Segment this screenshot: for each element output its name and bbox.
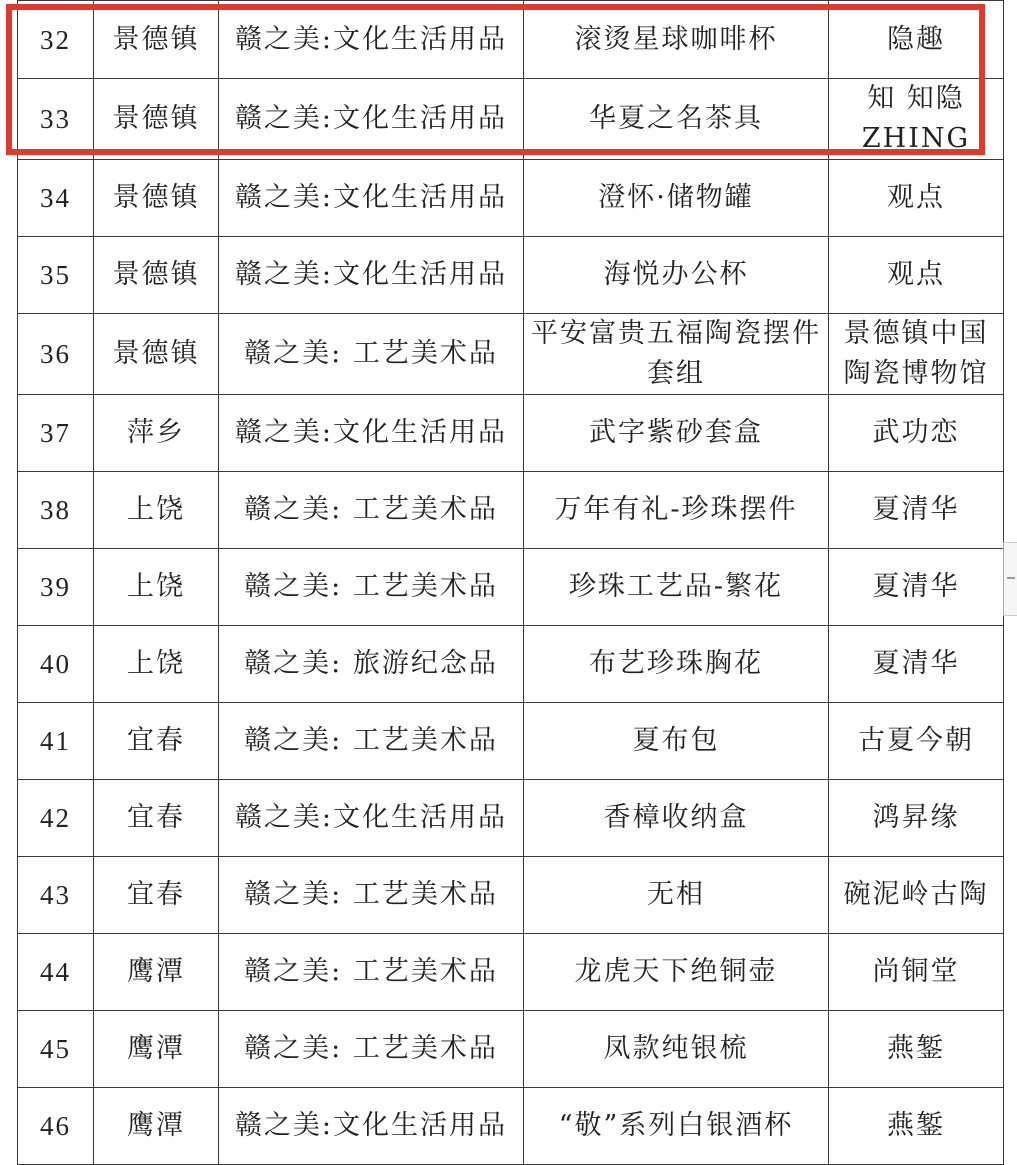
table-row xyxy=(18,1011,1004,1088)
cell-number: 35 xyxy=(18,237,94,314)
cell-product: 香樟收纳盒 xyxy=(524,780,829,857)
cell-brand: 夏清华 xyxy=(829,626,1004,703)
cell-brand: 古夏今朝 xyxy=(829,703,1004,780)
cell-city: 景德镇 xyxy=(94,314,219,395)
table-row xyxy=(18,703,1004,780)
cell-brand: 夏清华 xyxy=(829,549,1004,626)
cell-number: 37 xyxy=(18,395,94,472)
cell-brand: 景德镇中国陶瓷博物馆 xyxy=(829,314,1004,395)
cell-product: “敬”系列白银酒杯 xyxy=(524,1088,829,1165)
table-row xyxy=(18,934,1004,1011)
cell-number: 41 xyxy=(18,703,94,780)
cell-product: 平安富贵五福陶瓷摆件套组 xyxy=(524,314,829,395)
cell-category: 赣之美:文化生活用品 xyxy=(219,79,524,160)
cell-product: 无相 xyxy=(524,857,829,934)
cell-brand: 燕錾 xyxy=(829,1011,1004,1088)
cell-number: 38 xyxy=(18,472,94,549)
cell-brand: 燕錾 xyxy=(829,1088,1004,1165)
cell-brand: 鸿昇缘 xyxy=(829,780,1004,857)
cell-city: 萍乡 xyxy=(94,395,219,472)
cell-city: 鹰潭 xyxy=(94,1088,219,1165)
cell-city: 景德镇 xyxy=(94,160,219,237)
cell-brand: 夏清华 xyxy=(829,472,1004,549)
product-table-body xyxy=(18,1,1004,1165)
cell-product: 珍珠工艺品-繁花 xyxy=(524,549,829,626)
cell-city: 上饶 xyxy=(94,549,219,626)
cell-product: 夏布包 xyxy=(524,703,829,780)
cell-category: 赣之美: 工艺美术品 xyxy=(219,703,524,780)
cell-number: 32 xyxy=(18,1,94,79)
cell-category: 赣之美: 工艺美术品 xyxy=(219,549,524,626)
cell-brand: 观点 xyxy=(829,160,1004,237)
table-row xyxy=(18,314,1004,395)
cell-number: 36 xyxy=(18,314,94,395)
product-table xyxy=(17,0,1004,1165)
cell-number: 34 xyxy=(18,160,94,237)
table-row xyxy=(18,1,1004,79)
table-row xyxy=(18,160,1004,237)
cell-city: 景德镇 xyxy=(94,237,219,314)
cell-category: 赣之美: 工艺美术品 xyxy=(219,857,524,934)
cell-city: 宜春 xyxy=(94,703,219,780)
cell-product: 万年有礼-珍珠摆件 xyxy=(524,472,829,549)
cell-city: 鹰潭 xyxy=(94,1011,219,1088)
cell-number: 33 xyxy=(18,79,94,160)
cell-city: 宜春 xyxy=(94,780,219,857)
cell-product: 龙虎天下绝铜壶 xyxy=(524,934,829,1011)
table-row xyxy=(18,79,1004,160)
cell-category: 赣之美: 工艺美术品 xyxy=(219,472,524,549)
table-row xyxy=(18,237,1004,314)
table-row xyxy=(18,780,1004,857)
cell-brand: 观点 xyxy=(829,237,1004,314)
cell-brand: 武功恋 xyxy=(829,395,1004,472)
cell-brand: 尚铜堂 xyxy=(829,934,1004,1011)
table-row xyxy=(18,1088,1004,1165)
cell-brand: 隐趣 xyxy=(829,1,1004,79)
cell-product: 澄怀·储物罐 xyxy=(524,160,829,237)
cell-category: 赣之美:文化生活用品 xyxy=(219,160,524,237)
cell-category: 赣之美:文化生活用品 xyxy=(219,1088,524,1165)
table-row xyxy=(18,395,1004,472)
table-row xyxy=(18,857,1004,934)
cell-brand: 碗泥岭古陶 xyxy=(829,857,1004,934)
cell-number: 44 xyxy=(18,934,94,1011)
cell-city: 景德镇 xyxy=(94,79,219,160)
edge-scroll-marker xyxy=(1003,542,1017,616)
cell-city: 上饶 xyxy=(94,472,219,549)
cell-number: 45 xyxy=(18,1011,94,1088)
cell-number: 46 xyxy=(18,1088,94,1165)
cell-category: 赣之美:文化生活用品 xyxy=(219,1,524,79)
cell-city: 景德镇 xyxy=(94,1,219,79)
cell-category: 赣之美:文化生活用品 xyxy=(219,780,524,857)
cell-product: 海悦办公杯 xyxy=(524,237,829,314)
cell-category: 赣之美: 工艺美术品 xyxy=(219,314,524,395)
cell-number: 40 xyxy=(18,626,94,703)
cell-category: 赣之美:文化生活用品 xyxy=(219,237,524,314)
cell-product: 华夏之名茶具 xyxy=(524,79,829,160)
cell-number: 43 xyxy=(18,857,94,934)
cell-product: 布艺珍珠胸花 xyxy=(524,626,829,703)
cell-brand: 知 知隐 ZHING xyxy=(829,79,1004,160)
cell-product: 武字紫砂套盒 xyxy=(524,395,829,472)
cell-city: 宜春 xyxy=(94,857,219,934)
cell-category: 赣之美:文化生活用品 xyxy=(219,395,524,472)
cell-category: 赣之美: 工艺美术品 xyxy=(219,1011,524,1088)
cell-category: 赣之美: 工艺美术品 xyxy=(219,934,524,1011)
cell-product: 凤款纯银梳 xyxy=(524,1011,829,1088)
cell-number: 39 xyxy=(18,549,94,626)
cell-category: 赣之美: 旅游纪念品 xyxy=(219,626,524,703)
table-row xyxy=(18,549,1004,626)
cell-city: 鹰潭 xyxy=(94,934,219,1011)
cell-number: 42 xyxy=(18,780,94,857)
cell-city: 上饶 xyxy=(94,626,219,703)
table-row xyxy=(18,626,1004,703)
cell-product: 滚烫星球咖啡杯 xyxy=(524,1,829,79)
table-row xyxy=(18,472,1004,549)
